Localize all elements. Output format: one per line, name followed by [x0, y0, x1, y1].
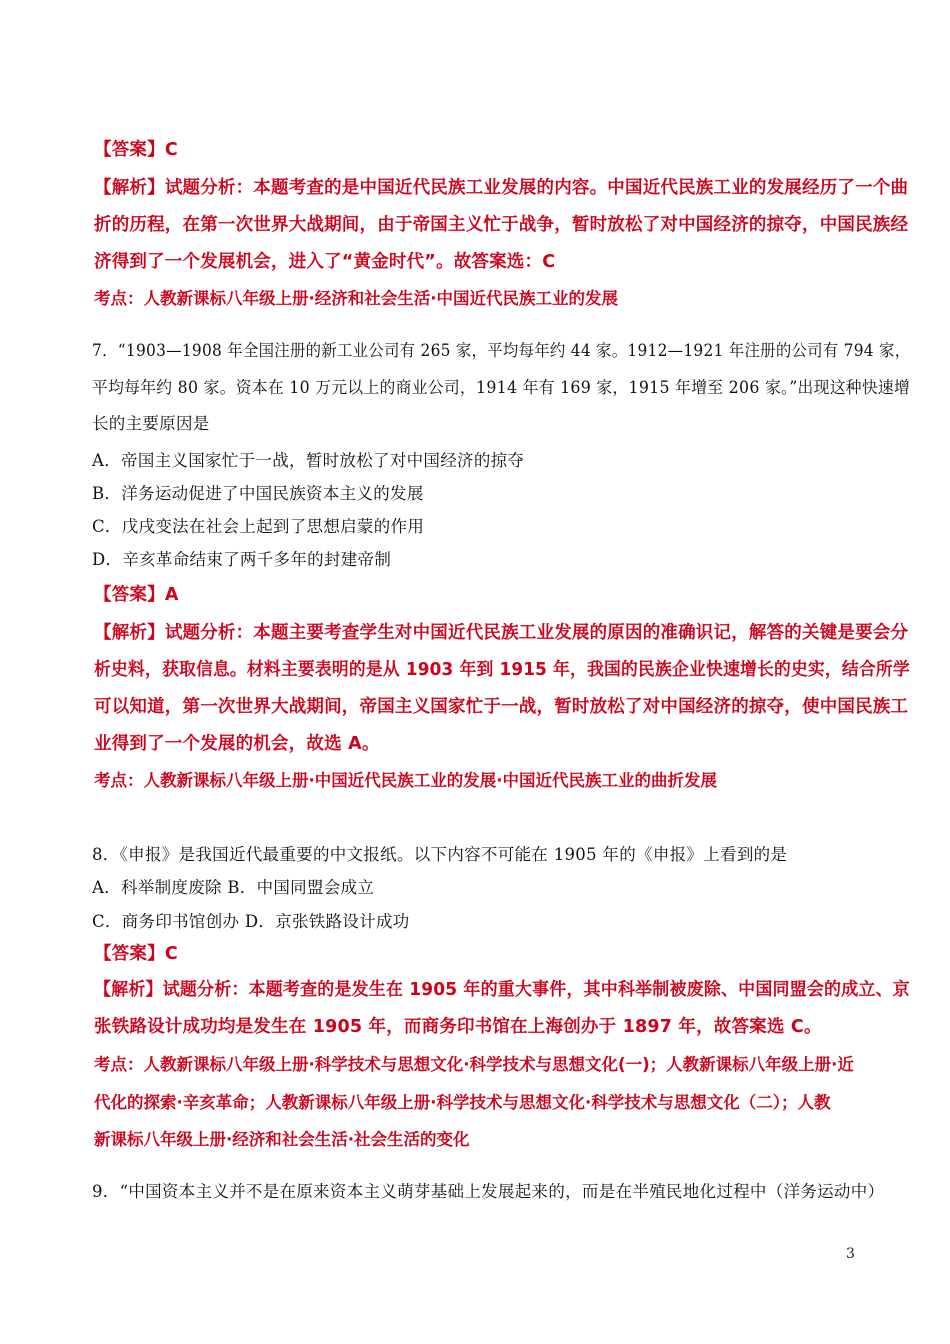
q8-options-line-2: C．商务印书馆创办 D．京张铁路设计成功	[92, 912, 410, 931]
q7-option-d: D．辛亥革命结束了两千多年的封建帝制	[92, 550, 392, 569]
q8-answer-tag: 【答案】	[94, 944, 165, 964]
q7-analysis-line-1	[94, 619, 908, 644]
q6-answer-line	[94, 136, 178, 161]
q8-answer-line	[94, 940, 178, 965]
q8-analysis-text-1: 试题分析：本题考查的是发生在 1905 年的重大事件，其中科举制被废除、中国同盟会的成立、京	[162, 980, 910, 1000]
q7-analysis-text-1: 试题分析：本题主要考查学生对中国近代民族工业发展的原因的准确识记，解答的关键是要会分	[164, 623, 909, 643]
q7-answer-tag: 【答案】	[94, 585, 165, 605]
q7-stem-line-3: 长的主要原因是	[92, 414, 210, 433]
q8-stem: 8．《申报》是我国近代最重要的中文报纸。以下内容不可能在 1905 年的《申报》上看到的是	[92, 845, 788, 864]
q6-analysis-line-2: 折的历程，在第一次世界大战期间，由于帝国主义忙于战争，暂时放松了对中国经济的掠夺，中国民族经	[94, 215, 909, 235]
q7-answer-line	[94, 581, 179, 606]
q8-analysis-line-1	[94, 976, 910, 1001]
q7-option-b: B．洋务运动促进了中国民族资本主义的发展	[92, 484, 424, 503]
q9-stem: 9．“中国资本主义并不是在原来资本主义萌芽基础上发展起来的，而是在半殖民地化过程中（洋务运动中）	[92, 1182, 885, 1201]
q7-analysis-line-2: 析史料，获取信息。材料主要表明的是从 1903 年到 1915 年，我国的民族企业快速增长的史实，结合所学	[94, 660, 910, 680]
q7-analysis-line-3: 可以知道，第一次世界大战期间，帝国主义国家忙于一战，暂时放松了对中国经济的掠夺，使中国民族工	[94, 697, 909, 717]
q6-analysis-line-3: 济得到了一个发展机会，进入了“黄金时代”。故答案选：C	[94, 252, 556, 272]
q6-answer-value: C	[164, 140, 178, 160]
q6-analysis-text-1: 试题分析：本题考查的是中国近代民族工业发展的内容。中国近代民族工业的发展经历了一个曲	[164, 178, 909, 198]
q7-stem-line-1: 7．“1903—1908 年全国注册的新工业公司有 265 家，平均每年约 44 家。1912—1921 年注册的公司有 794 家，	[92, 341, 911, 360]
q7-option-a: A．帝国主义国家忙于一战，暂时放松了对中国经济的掠夺	[92, 451, 525, 470]
q8-kaodian-line-3: 新课标八年级上册·经济和社会生活·社会生活的变化	[94, 1130, 470, 1149]
q8-answer-value: C	[164, 944, 178, 964]
q7-stem-line-2: 平均每年约 80 家。资本在 10 万元以上的商业公司，1914 年有 169 家，1915 年增至 206 家。”出现这种快速增	[92, 378, 911, 397]
q6-analysis-line-1	[94, 174, 908, 199]
q7-kaodian: 考点：人教新课标八年级上册·中国近代民族工业的发展·中国近代民族工业的曲折发展	[94, 771, 718, 790]
q7-option-c: C．戊戌变法在社会上起到了思想启蒙的作用	[92, 517, 425, 536]
q6-analysis-tag: 【解析】	[94, 178, 165, 198]
q6-answer-tag: 【答案】	[94, 140, 165, 160]
q7-answer-value: A	[164, 585, 179, 605]
q8-analysis-tag: 【解析】	[94, 980, 163, 1000]
q8-kaodian-line-2: 代化的探索·辛亥革命；人教新课标八年级上册·科学技术与思想文化·科学技术与思想文化（二）；人教	[94, 1093, 831, 1112]
q8-kaodian-line-1: 考点：人教新课标八年级上册·科学技术与思想文化·科学技术与思想文化(一)；人教新课标八年级上册·近	[94, 1055, 854, 1074]
q6-kaodian: 考点：人教新课标八年级上册·经济和社会生活·中国近代民族工业的发展	[94, 289, 619, 308]
q7-analysis-tag: 【解析】	[94, 623, 165, 643]
q7-analysis-line-4: 业得到了一个发展的机会，故选 A。	[94, 734, 380, 754]
q8-options-line-1: A．科举制度废除 B．中国同盟会成立	[92, 878, 375, 897]
q8-analysis-line-2: 张铁路设计成功均是发生在 1905 年，而商务印书馆在上海创办于 1897 年，故答案选 C。	[94, 1017, 822, 1037]
page-number: 3	[846, 1246, 855, 1262]
